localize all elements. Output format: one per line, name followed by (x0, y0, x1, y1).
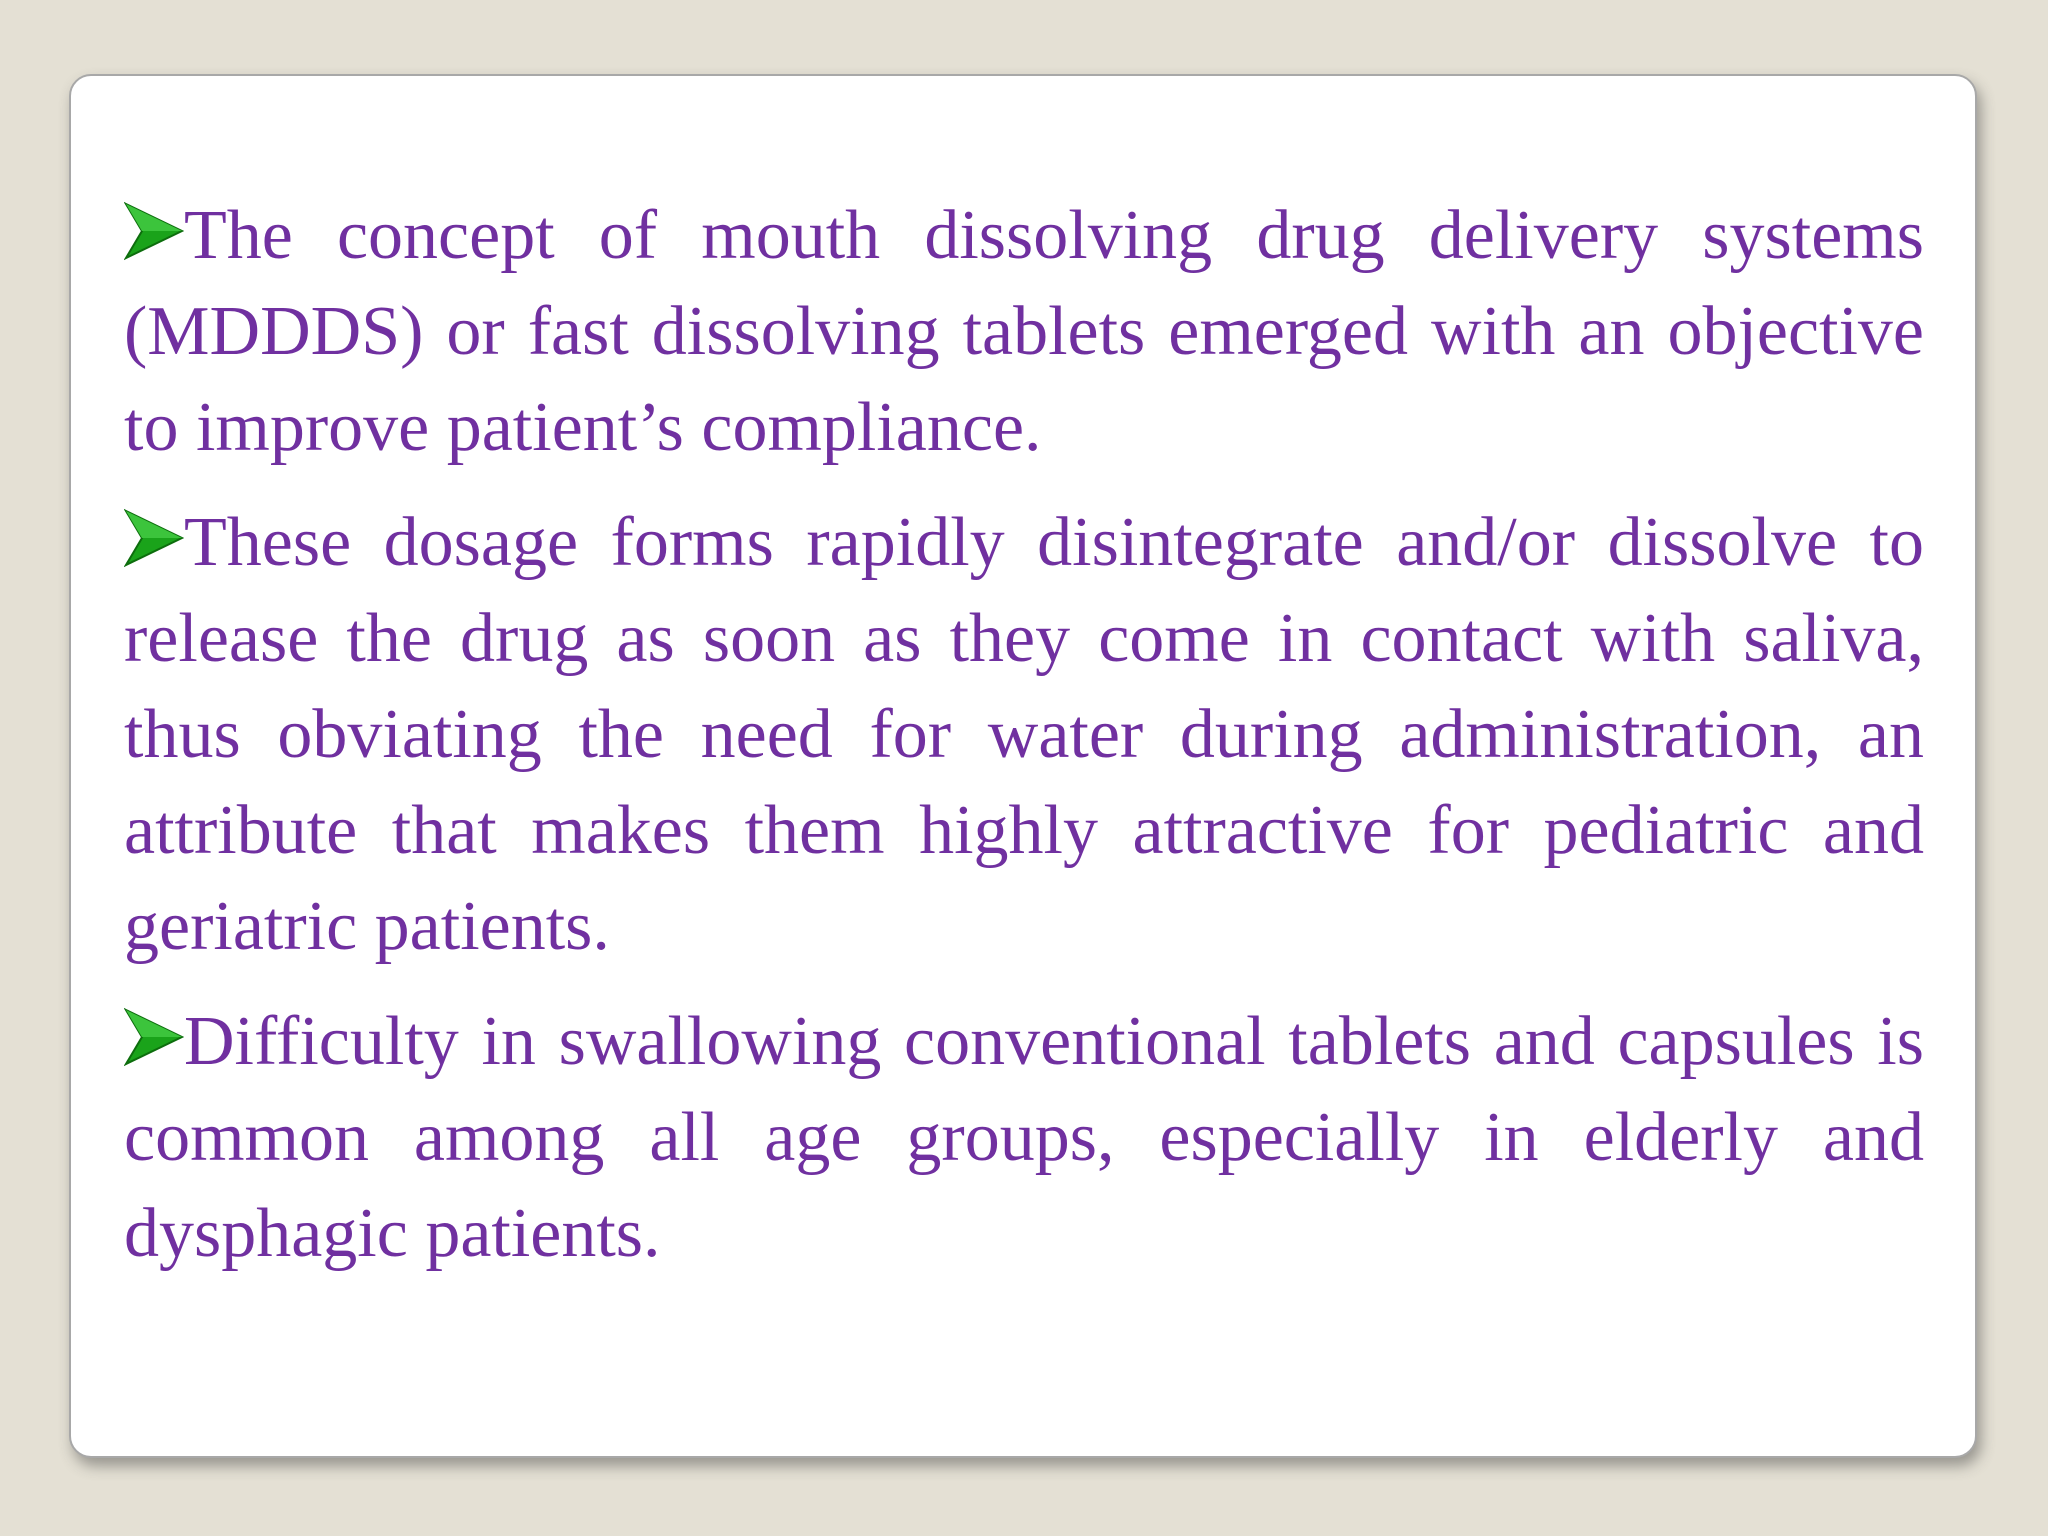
bullet-item (124, 495, 1924, 975)
bullet-text: The concept of mouth dissolving drug delivery systems (MDDDS) or fast dissolving tablets emerged with an objective to improve patient’s compliance. (124, 197, 1924, 466)
arrowhead-bullet-icon (124, 200, 184, 262)
bullet-text: Difficulty in swallowing conventional tablets and capsules is common among all age groups, especially in elderly and dysphagic patients. (124, 1003, 1924, 1272)
arrowhead-bullet-icon (124, 1006, 184, 1068)
arrowhead-bullet-icon (124, 507, 184, 569)
bullet-item (124, 188, 1924, 476)
bullet-item (124, 994, 1924, 1282)
slide-content (124, 188, 1924, 1301)
bullet-text: These dosage forms rapidly disintegrate and/or dissolve to release the drug as soon as they come in contact with saliva, thus obviating the need for water during administration, an attribute that makes them highly attractive for pediatric and geriatric patients. (124, 504, 1924, 965)
